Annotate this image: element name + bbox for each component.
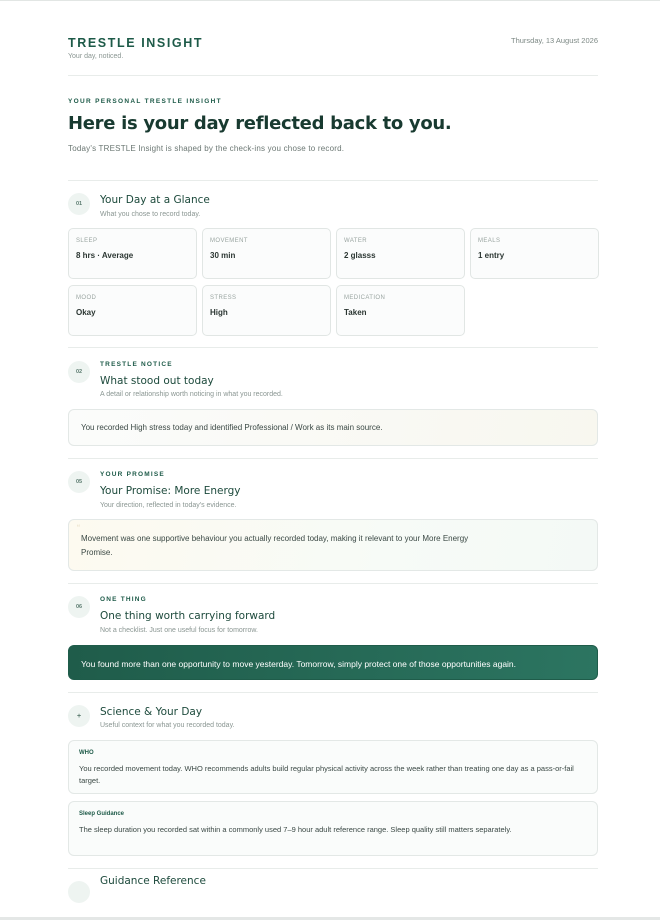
section-subtitle-promise: Your direction, reflected in today's evidence. xyxy=(100,502,237,509)
stat-value: 8 hrs · Average xyxy=(76,251,134,260)
stat-value: 2 glasss xyxy=(344,251,376,260)
section-kicker-promise: YOUR PROMISE xyxy=(100,471,165,478)
section-title-notice: What stood out today xyxy=(100,375,214,387)
science-card-text: The sleep duration you recorded sat within a commonly used 7–9 hour adult reference range. Sleep quality still matters separately. xyxy=(79,825,512,834)
stat-tile-movement xyxy=(202,228,331,279)
section-title-science: Science & Your Day xyxy=(100,706,203,718)
promise-text-line-1: Movement was one supportive behaviour you actually recorded today, making it relevant to your More Energy xyxy=(81,534,469,543)
divider xyxy=(68,868,598,869)
divider xyxy=(68,75,598,76)
section-title-next-text: Guidance Reference xyxy=(100,875,206,887)
stat-tile-meals xyxy=(470,228,599,279)
section-title-one-thing: One thing worth carrying forward xyxy=(100,610,276,622)
stat-label: MEALS xyxy=(478,238,501,244)
section-subtitle-science: Useful context for what you recorded today. xyxy=(100,722,235,729)
promise-card xyxy=(68,519,598,571)
science-card-sleep xyxy=(68,801,598,856)
divider xyxy=(68,692,598,693)
science-card-label: WHO xyxy=(79,750,94,756)
promise-text-line-2: Promise. xyxy=(81,548,113,557)
stat-value: Okay xyxy=(76,308,96,317)
stat-label: MEDICATION xyxy=(344,295,386,301)
stat-value: High xyxy=(210,308,228,317)
one-thing-text: You found more than one opportunity to move yesterday. Tomorrow, simply protect one of those opportunities again. xyxy=(81,659,517,669)
stat-label: STRESS xyxy=(210,295,237,301)
stat-tile-sleep xyxy=(68,228,197,279)
section-number-badge: 02 xyxy=(68,361,90,383)
divider xyxy=(68,458,598,459)
notice-card xyxy=(68,409,598,446)
notice-text: You recorded High stress today and identified Professional / Work as its main source. xyxy=(81,423,383,432)
stat-value: 30 min xyxy=(210,251,236,260)
stat-value: 1 entry xyxy=(478,251,505,260)
science-card-text: You recorded movement today. WHO recommends adults build regular physical activity across the week rather than treating one day as a pass-or-fail target. xyxy=(79,764,574,785)
one-thing-card xyxy=(68,645,598,680)
section-subtitle-notice: A detail or relationship worth noticing in what you recorded. xyxy=(100,391,283,398)
quote-mark-icon: “ xyxy=(77,523,80,533)
section-number-badge: 01 xyxy=(68,193,90,215)
page-title: Here is your day reflected back to you. xyxy=(68,113,452,134)
section-number-badge xyxy=(68,881,90,903)
brand-wordmark: TRESTLE INSIGHT xyxy=(68,36,204,50)
stat-tile-stress xyxy=(202,285,331,336)
section-title-promise: Your Promise: More Energy xyxy=(100,485,241,497)
brand-tagline: Your day, noticed. xyxy=(68,53,124,60)
section-kicker-one-thing: ONE THING xyxy=(100,596,147,603)
stat-value: Taken xyxy=(344,308,367,317)
section-subtitle-glance: What you chose to record today. xyxy=(100,211,201,218)
plus-icon: + xyxy=(68,705,90,727)
divider xyxy=(68,583,598,584)
stat-tile-water xyxy=(336,228,465,279)
section-number-badge: 05 xyxy=(68,471,90,493)
stat-label: MOVEMENT xyxy=(210,238,248,244)
stat-label: SLEEP xyxy=(76,238,98,244)
divider xyxy=(68,347,598,348)
section-title-next xyxy=(100,875,206,887)
intro-lede: Today's TRESTLE Insight is shaped by the check-ins you chose to record. xyxy=(68,144,345,153)
section-kicker-notice: TRESTLE NOTICE xyxy=(100,361,173,368)
science-card-who xyxy=(68,740,598,794)
divider xyxy=(68,180,598,181)
section-subtitle-one-thing: Not a checklist. Just one useful focus for tomorrow. xyxy=(100,627,258,634)
section-number-badge: 06 xyxy=(68,596,90,618)
stat-tile-mood xyxy=(68,285,197,336)
stat-label: MOOD xyxy=(76,295,97,301)
intro-eyebrow: YOUR PERSONAL TRESTLE INSIGHT xyxy=(68,98,222,105)
science-card-label: Sleep Guidance xyxy=(79,811,125,817)
report-date: Thursday, 13 August 2026 xyxy=(510,36,598,45)
top-rule xyxy=(0,0,660,1)
stat-tile-medication xyxy=(336,285,465,336)
section-title-glance: Your Day at a Glance xyxy=(100,194,210,206)
stat-label: WATER xyxy=(344,238,367,244)
